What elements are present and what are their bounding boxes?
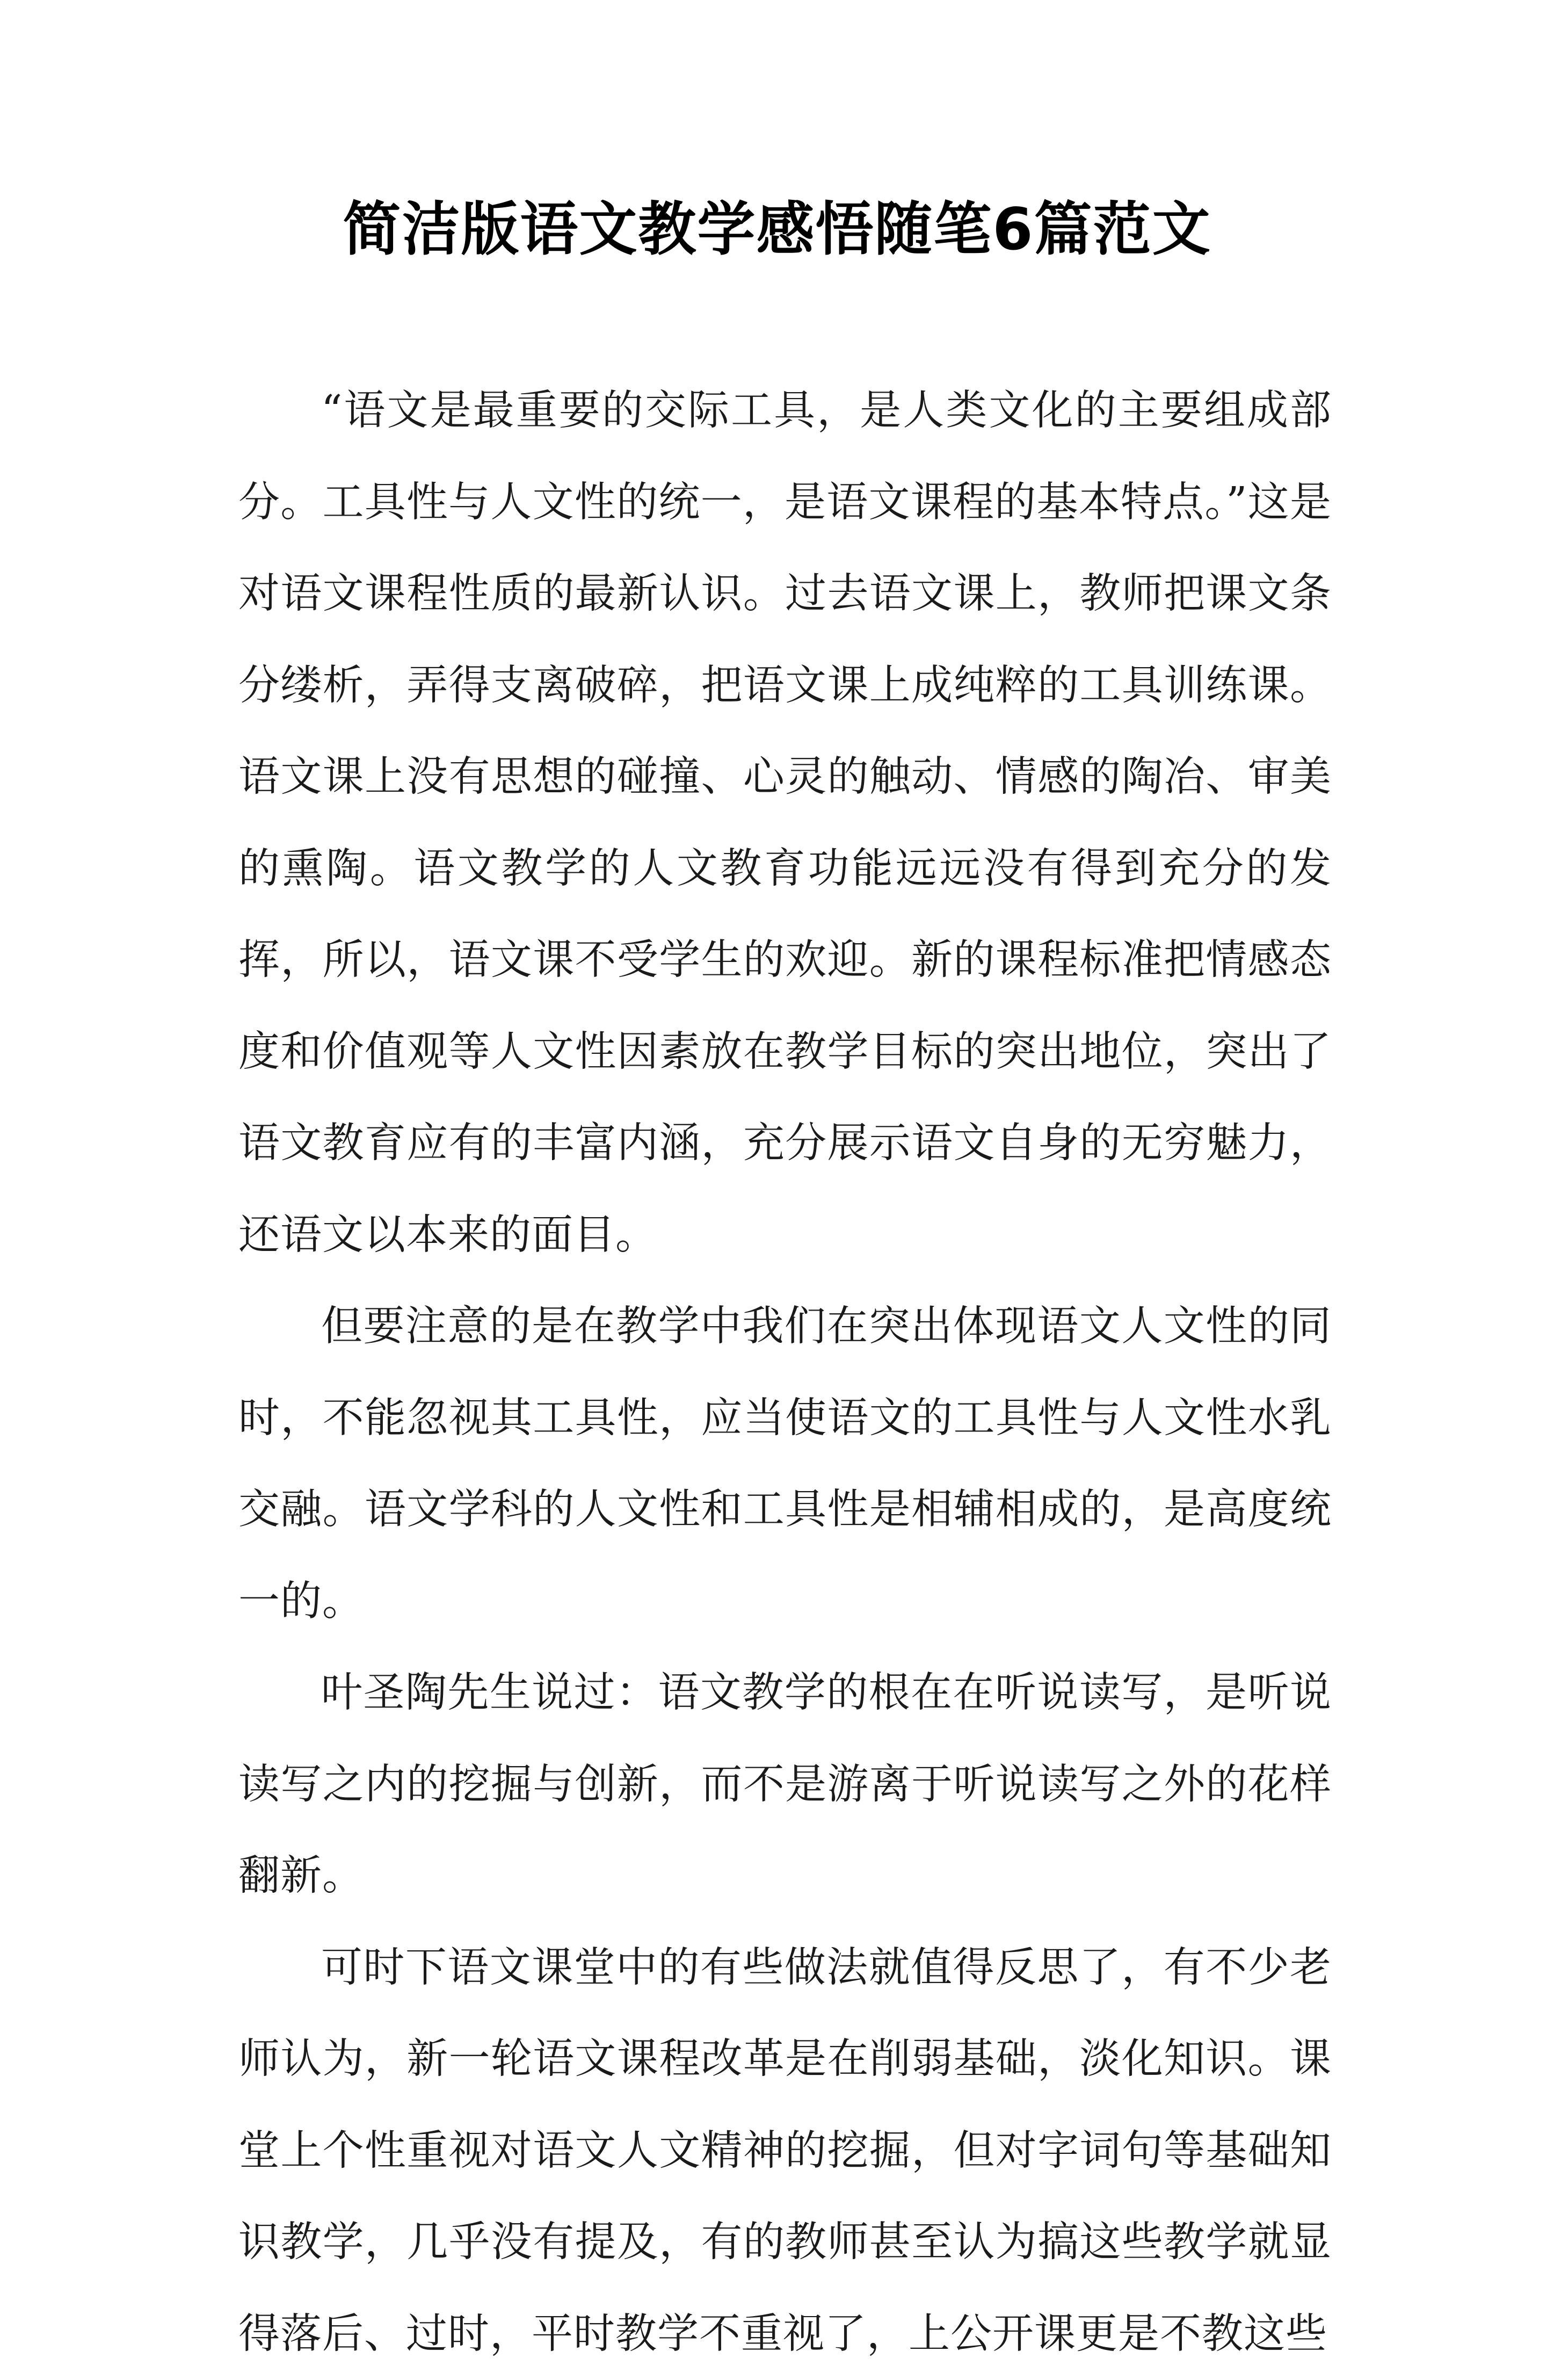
document-title: 简洁版语文教学感悟随笔6篇范文 <box>0 192 1554 267</box>
document-body <box>238 365 1332 2380</box>
paragraph: 叶圣陶先生说过：语文教学的根在在听说读写，是听说读写之内的挖掘与创新，而不是游离于听说读写之外的花样翻新。 <box>238 1647 1332 1922</box>
paragraph: 可时下语文课堂中的有些做法就值得反思了，有不少老师认为，新一轮语文课程改革是在削弱基础，淡化知识。课堂上个性重视对语文人文精神的挖掘，但对字词句等基础知识教学，几乎没有提及，有的教师甚至认为搞这些教学就显得落后、过时，平时教学不重视了，上公开课更是不教这些 <box>238 1922 1332 2380</box>
paragraph: “语文是最重要的交际工具，是人类文化的主要组成部分。工具性与人文性的统一，是语文课程的基本特点。”这是对语文课程性质的最新认识。过去语文课上，教师把课文条分缕析，弄得支离破碎，把语文课上成纯粹的工具训练课。语文课上没有思想的碰撞、心灵的触动、情感的陶冶、审美的熏陶。语文教学的人文教育功能远远没有得到充分的发挥，所以，语文课不受学生的欢迎。新的课程标准把情感态度和价值观等人文性因素放在教学目标的突出地位，突出了语文教育应有的丰富内涵，充分展示语文自身的无穷魅力，还语文以本来的面目。 <box>238 365 1332 1281</box>
paragraph: 但要注意的是在教学中我们在突出体现语文人文性的同时，不能忽视其工具性，应当使语文的工具性与人文性水乳交融。语文学科的人文性和工具性是相辅相成的，是高度统一的。 <box>238 1281 1332 1647</box>
